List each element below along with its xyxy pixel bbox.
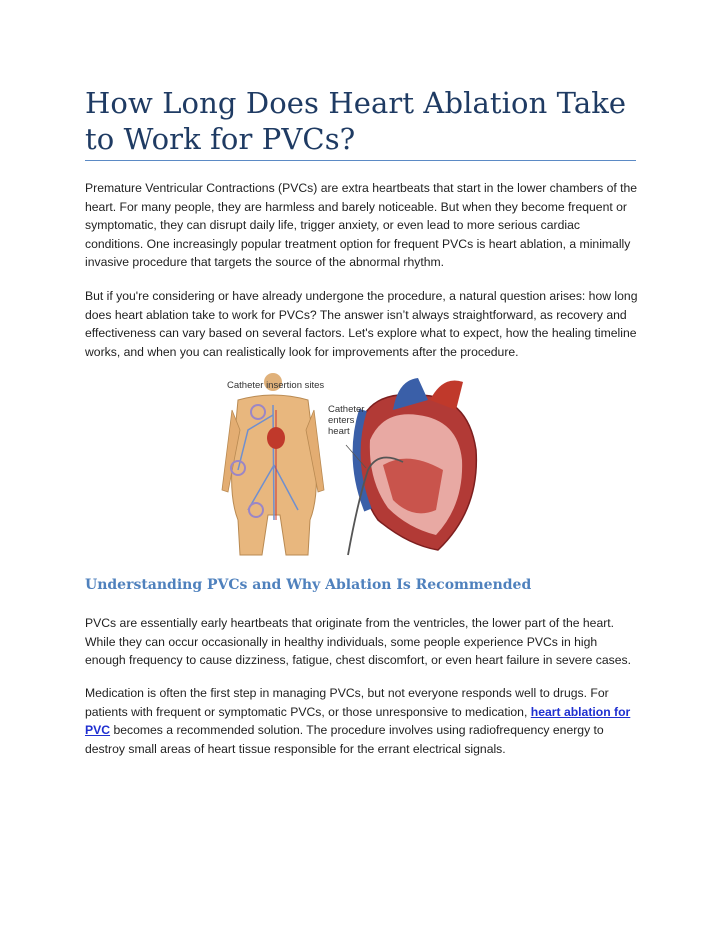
heart-ablation-link[interactable]: heart ablation for PVC xyxy=(85,704,631,737)
section-paragraph-2-text-after: becomes a recommended solution. The procedure involves using radiofrequency energy to destroy small areas of heart tissue responsible for the errant electrical signals. xyxy=(85,723,604,756)
intro-paragraph-1: Premature Ventricular Contractions (PVCs) are extra heartbeats that start in the lower chambers of the heart. For many people, they are harmless and barely noticeable. But when they become frequent or symptomatic, they can disrupt daily life, trigger anxiety, or even lead to more serious cardiac conditions. One increasingly popular treatment option for frequent PVCs is heart ablation, a minimally invasive procedure that targets the source of the abnormal rhythm. xyxy=(85,181,638,269)
section-heading: Understanding PVCs and Why Ablation Is Recommended xyxy=(85,577,532,593)
catheter-enters-label: Catheter enters heart xyxy=(328,404,365,437)
section-paragraph-1: PVCs are essentially early heartbeats that originate from the ventricles, the lower part of the heart. While they can occur occasionally in healthy individuals, some people experience PVCs in high enough frequency to cause dizziness, fatigue, chest discomfort, or even heart failure in severe cases. xyxy=(85,616,632,667)
article-title: How Long Does Heart Ablation Take to Work for PVCs? xyxy=(85,86,627,156)
body-figure-image xyxy=(222,373,324,555)
title-underline-divider xyxy=(85,160,636,161)
heart-ablation-illustration xyxy=(218,370,488,560)
intro-paragraph-2: But if you're considering or have already undergone the procedure, a natural question arises: how long does heart ablation take to work for PVCs? The answer isn’t always straightforward, as recovery and effectiveness can vary based on several factors. Let's explore what to expect, how the healing timeline works, and when you can realistically look for improvements after the procedure. xyxy=(85,289,638,359)
section-paragraph-2-text-before: Medication is often the first step in managing PVCs, but not everyone responds well to drugs. For patients with frequent or symptomatic PVCs, or those unresponsive to medication, xyxy=(85,686,609,719)
insertion-sites-label: Catheter insertion sites xyxy=(227,380,325,391)
catheter-diagram xyxy=(218,370,488,560)
section-paragraph-2 xyxy=(85,684,640,758)
